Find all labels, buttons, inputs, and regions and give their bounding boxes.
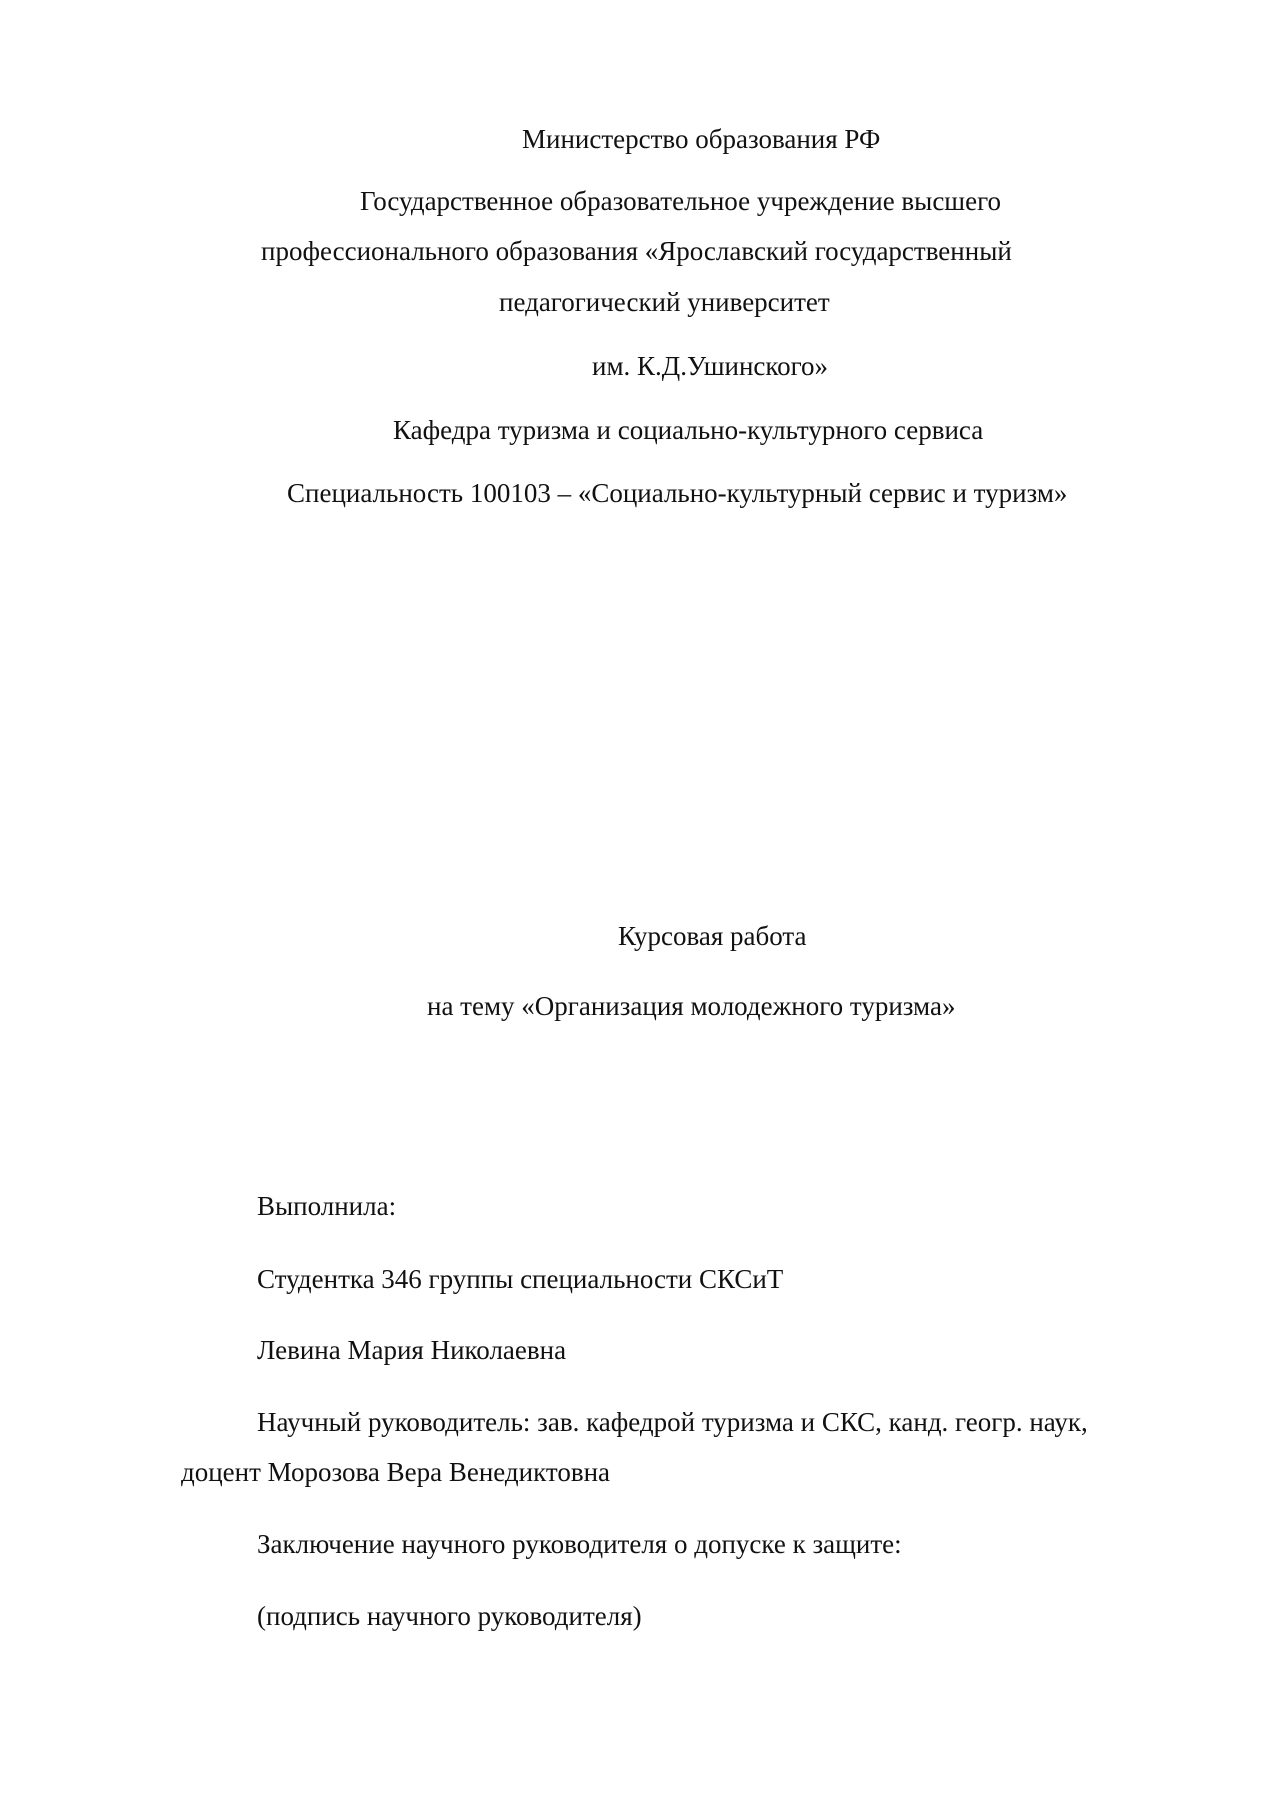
supervisor-line-2: доцент Морозова Вера Венедиктовна bbox=[181, 1457, 611, 1487]
student-name-line: Левина Мария Николаевна bbox=[257, 1335, 567, 1365]
institution-line-2: профессионального образования «Ярославский государственный bbox=[261, 236, 1012, 266]
supervisor-line-1: Научный руководитель: зав. кафедрой туризма и СКС, канд. геогр. наук, bbox=[257, 1407, 1088, 1437]
signature-line: (подпись научного руководителя) bbox=[257, 1601, 642, 1631]
institution-line-4: им. К.Д.Ушинского» bbox=[592, 351, 829, 381]
performed-by-label: Выполнила: bbox=[257, 1191, 397, 1221]
work-type-title: Курсовая работа bbox=[618, 921, 807, 951]
institution-line-1: Государственное образовательное учреждение высшего bbox=[360, 186, 1001, 216]
ministry-line: Министерство образования РФ bbox=[522, 124, 881, 154]
specialty-line: Специальность 100103 – «Социально-культурный сервис и туризм» bbox=[287, 478, 1068, 508]
department-line: Кафедра туризма и социально-культурного сервиса bbox=[393, 415, 984, 445]
institution-line-3: педагогический университет bbox=[499, 287, 830, 317]
work-topic: на тему «Организация молодежного туризма» bbox=[427, 991, 956, 1021]
student-group-line: Студентка 346 группы специальности СКСиТ bbox=[257, 1264, 784, 1294]
conclusion-line: Заключение научного руководителя о допуске к защите: bbox=[257, 1529, 902, 1559]
